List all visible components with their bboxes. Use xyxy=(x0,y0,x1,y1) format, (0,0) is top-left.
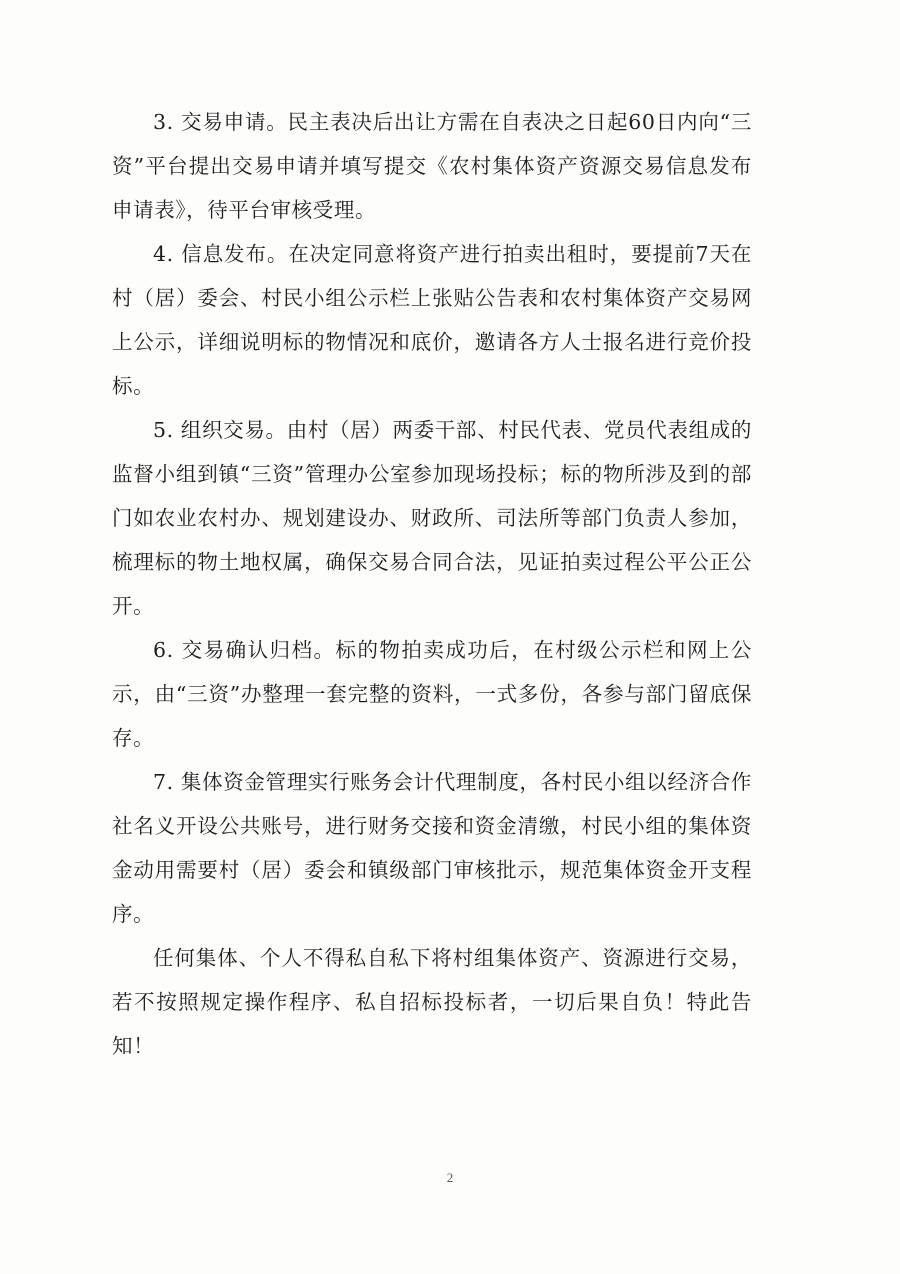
paragraph-trade-confirmation: 6. 交易确认归档。标的物拍卖成功后，在村级公示栏和网上公示，由“三资”办整理一套完整的资料，一式多份，各参与部门留底保存。 xyxy=(112,638,752,750)
paragraph-information-release: 4. 信息发布。在决定同意将资产进行拍卖出租时，要提前7天在村（居）委会、村民小组公示栏上张贴公告表和农村集体资产交易网上公示，详细说明标的物情况和底价，邀请各方人士报名进行竞价投标。 xyxy=(112,242,752,398)
paragraph-organize-trade: 5. 组织交易。由村（居）两委干部、村民代表、党员代表组成的监督小组到镇“三资”管理办公室参加现场投标；标的物所涉及到的部门如农业农村办、规划建设办、财政所、司法所等部门负责人参加，梳理标的物土地权属，确保交易合同合法，见证拍卖过程公平公正公开。 xyxy=(112,418,752,618)
paragraph-notice: 任何集体、个人不得私自私下将村组集体资产、资源进行交易，若不按照规定操作程序、私自招标投标者，一切后果自负！特此告知！ xyxy=(112,946,752,1058)
paragraph-trade-application: 3. 交易申请。民主表决后出让方需在自表决之日起60日内向“三资”平台提出交易申请并填写提交《农村集体资产资源交易信息发布申请表》，待平台审核受理。 xyxy=(112,110,752,222)
paragraph-fund-management: 7. 集体资金管理实行账务会计代理制度，各村民小组以经济合作社名义开设公共账号，进行财务交接和资金清缴，村民小组的集体资金动用需要村（居）委会和镇级部门审核批示，规范集体资金开支程序。 xyxy=(112,770,752,926)
document-body xyxy=(112,100,752,1068)
page-number: 2 xyxy=(446,1170,454,1185)
